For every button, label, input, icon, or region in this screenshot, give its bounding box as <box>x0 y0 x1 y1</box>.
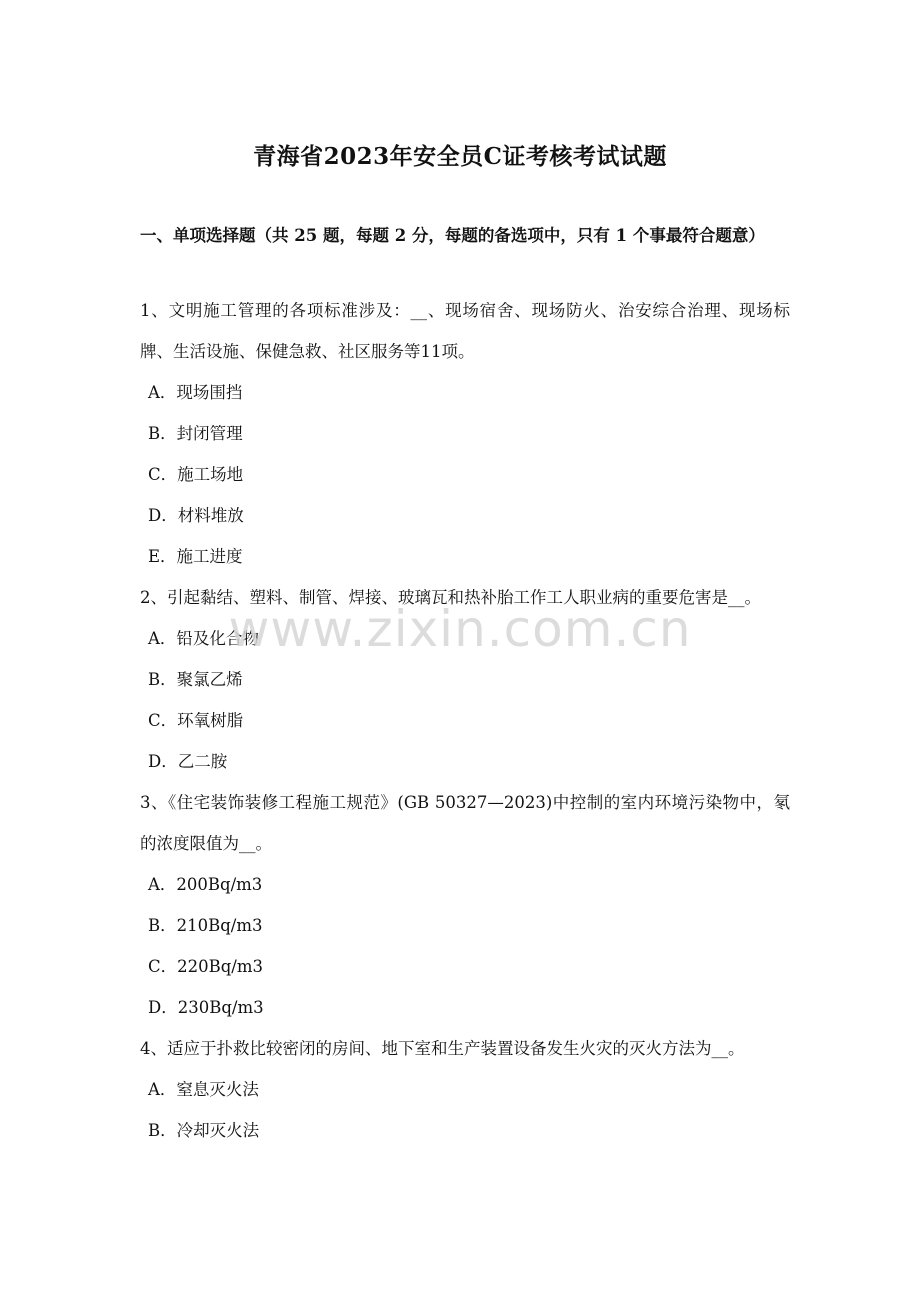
question-text: 3、《住宅装饰装修工程施工规范》(GB 50327—2023)中控制的室内环境污染物中，氡的浓度限值为__。 <box>140 793 790 853</box>
question-text: 2、引起黏结、塑料、制管、焊接、玻璃瓦和热补胎工作工人职业病的重要危害是__。 <box>140 588 761 607</box>
option-c: C．220Bq/m3 <box>148 957 264 976</box>
question-text: 1、文明施工管理的各项标准涉及：__、现场宿舍、现场防火、治安综合治理、现场标牌、生活设施、保健急救、社区服务等11项。 <box>140 301 790 361</box>
option-a: A．200Bq/m3 <box>148 875 263 894</box>
option-d: D．材料堆放 <box>148 506 244 525</box>
question-list <box>140 290 790 1151</box>
option-b: B．封闭管理 <box>148 424 243 443</box>
option-d: D．乙二胺 <box>148 752 228 771</box>
option-a: A．现场围挡 <box>148 383 243 402</box>
option-b: B．聚氯乙烯 <box>148 670 243 689</box>
option-c: C．环氧树脂 <box>148 711 244 730</box>
option-a: A．窒息灭火法 <box>148 1080 259 1099</box>
option-d: D．230Bq/m3 <box>148 998 264 1017</box>
option-b: B．冷却灭火法 <box>148 1121 260 1140</box>
question-block <box>140 782 790 1028</box>
option-a: A．铅及化合物 <box>148 629 259 648</box>
option-e: E．施工进度 <box>148 547 243 566</box>
question-block <box>140 1028 790 1151</box>
section-heading: 一、单项选择题（共 25 题，每题 2 分，每题的备选项中，只有 1 个事最符合题意） <box>140 226 765 245</box>
question-block <box>140 290 790 577</box>
question-block <box>140 577 790 782</box>
page-title: 青海省2023年安全员C证考核考试试题 <box>253 143 667 170</box>
question-text: 4、适应于扑救比较密闭的房间、地下室和生产装置设备发生火灾的灭火方法为__。 <box>140 1039 745 1058</box>
option-c: C．施工场地 <box>148 465 244 484</box>
watermark: www.zixin.com.cn <box>228 600 692 658</box>
option-b: B．210Bq/m3 <box>148 916 263 935</box>
